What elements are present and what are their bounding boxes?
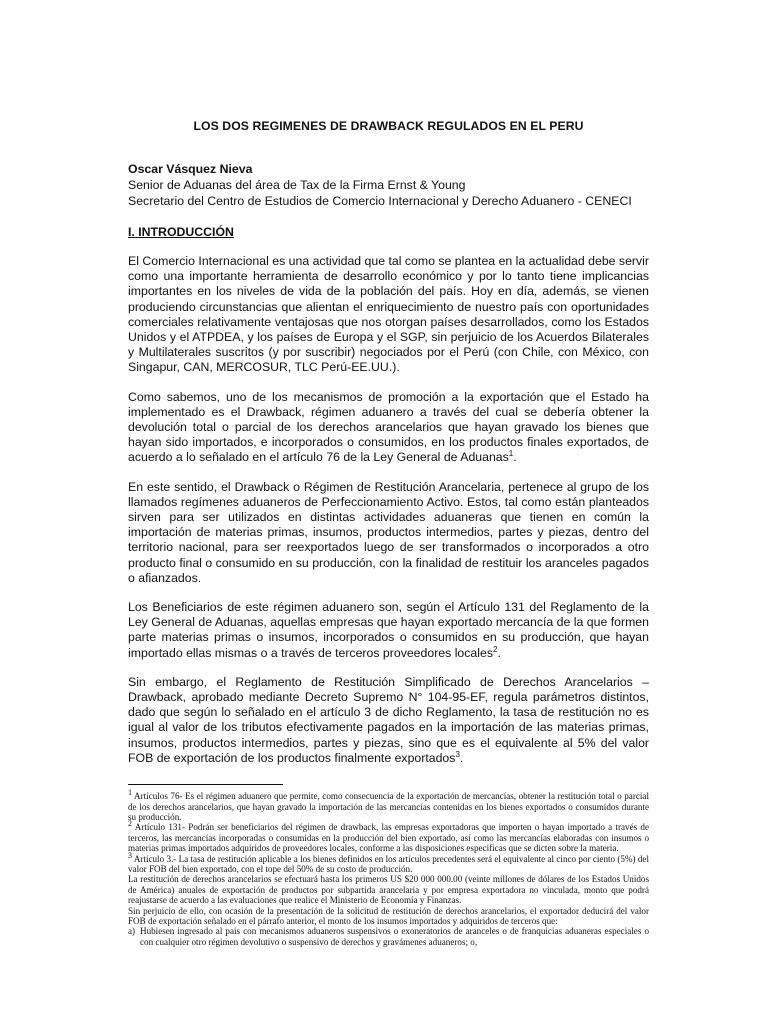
paragraph-2: Como sabemos, uno de los mecanismos de promoción a la exportación que el Estado ha implementado es el Drawback, régimen aduanero a través del cual se debería obtener la devolución total o parcial de los derechos arancelarios que hayan gravado los bienes que hayan sido importados, e incorporados o consumidos, en los productos finales exportados, de acuerdo a lo señalado en el artículo 76 de la Ley General de Aduanas$^1$. — [128, 389, 649, 465]
page-content — [128, 119, 649, 947]
footnote-3-item-a: a) Hubiesen ingresado al país con mecanismos aduaneros suspensivos o exoneratorios de aranceles o de franquicias aduaneras especiales o con cualquier otro régimen devolutivo o suspensivo de derechos y gravámenes aduaneros; o, — [128, 926, 649, 947]
paragraph-1: El Comercio Internacional es una actividad que tal como se plantea en la actualidad debe servir como una importante herramienta de desarrollo económico y por lo tanto tiene implicancias importantes en los niveles de vida de la población del país. Hoy en día, además, se vienen produciendo circunstancias que alientan el enriquecimiento de nuestro país con oportunidades comerciales relativamente ventajosas que nos otorgan países desarrollados, como los Estados Unidos y el ATPDEA, y los países de Europa y el SGP, sin perjuicio de los Acuerdos Bilaterales y Multilaterales suscritos (y por suscribir) negociados por el Perú (con Chile, con México, con Singapur, CAN, MERCOSUR, TLC Perú-EE.UU.). — [128, 254, 649, 375]
footnote-ref-2: 2 — [492, 644, 498, 654]
section-heading: I. INTRODUCCIÓN — [128, 225, 234, 239]
footnote-separator — [128, 784, 283, 785]
author-name: Oscar Vásquez Nieva — [128, 162, 253, 176]
paragraph-5: Sin embargo, el Reglamento de Restitución Simplificado de Derechos Arancelarios – Drawback, aprobado mediante Decreto Supremo N° 104-95-EF, regula parámetros distintos, dado que según lo señalado en el artículo 3 de dicho Reglamento, la tasa de restitución no es igual al valor de los tributos efectivamente pagados en la importación de las materias primas, insumos, productos intermedios, partes y piezas, sino que es el equivalente al 5% del valor FOB de exportación de los productos finalmente exportados$^3$. — [128, 674, 649, 765]
footnote-1: $^1$ Artículos 76- Es el régimen aduanero que permite, como consecuencia de la exportación de mercancías, obtener la restitución total o parcial de los derechos arancelarios, que hayan gravado la importación de las mercancías contenidas en los bienes exportados o consumidos durante su producción. — [128, 788, 649, 822]
paragraph-3: En este sentido, el Drawback o Régimen de Restitución Arancelaria, pertenece al grupo de los llamados regímenes aduaneros de Perfeccionamiento Activo. Estos, tal como están planteados sirven para ser utilizados en distintas actividades aduaneras que tienen en común la importación de materias primas, insumos, productos intermedios, partes y piezas, dentro del territorio nacional, para ser reexportados luego de ser transformados o incorporados a otro producto final o consumido en su producción, con la finalidad de restituir los aranceles pagados o afianzados. — [128, 479, 649, 585]
footnotes — [128, 788, 649, 947]
footnote-2: $^2$ Artículo 131- Podrán ser beneficiarios del régimen de drawback, las empresas exportadoras que importen o hayan importado a través de terceros, las mercancías incorporadas o consumidas en la producción del bien exportado, así como las mercancías elaboradas con insumos o materias primas importados adquiridos de proveedores locales, conforme a las disposiciones especificas que se dicten sobre la materia. — [128, 819, 649, 854]
author-position: Senior de Aduanas del área de Tax de la Firma Ernst & Young — [128, 178, 466, 192]
footnote-ref-1: 1 — [508, 449, 514, 459]
footnote-ref-3: 3 — [455, 749, 460, 759]
footnote-3-paragraph-3: Sin perjuicio de ello, con ocasión de la presentación de la solicitud de restitución de derechos arancelarios, el exportador deducirá del valor FOB de exportación señalado en el párrafo anterior, el monto de los insumos importados y adquiridos de terceros que: — [128, 905, 649, 926]
document-title: LOS DOS REGIMENES DE DRAWBACK REGULADOS EN EL PERU — [193, 119, 584, 133]
author-block — [128, 161, 649, 209]
paragraph-4: Los Beneficiarios de este régimen aduanero son, según el Artículo 131 del Reglamento de la Ley General de Aduanas, aquellas empresas que hayan exportado mercancía de la que formen parte materias primas o insumos, incorporados o consumidos en su producción, que hayan importado ellas mismas o a través de terceros proveedores locales$^2$. — [128, 600, 649, 660]
author-affiliation: Secretario del Centro de Estudios de Comercio Internacional y Derecho Aduanero - CENECI — [128, 194, 632, 208]
footnote-3-paragraph-2: La restitución de derechos arancelarios se efectuará hasta los primeros US $20 000 000.00 (veinte millones de dólares de los Estados Unidos de América) anuales de exportación de productos por subpartida arancelaria y por empresa exportadora no vinculada, monto que podrá reajustarse de acuerdo a las evaluaciones que realice el Ministerio de Economía y Finanzas. — [128, 874, 649, 906]
footnote-3: $^3$ Artículo 3.- La tasa de restitución aplicable a los bienes definidos en los artículos precedentes será el equivalente al cinco por ciento (5%) del valor FOB del bien exportado, con el tope del 50% de su costo de producción. — [128, 850, 649, 874]
